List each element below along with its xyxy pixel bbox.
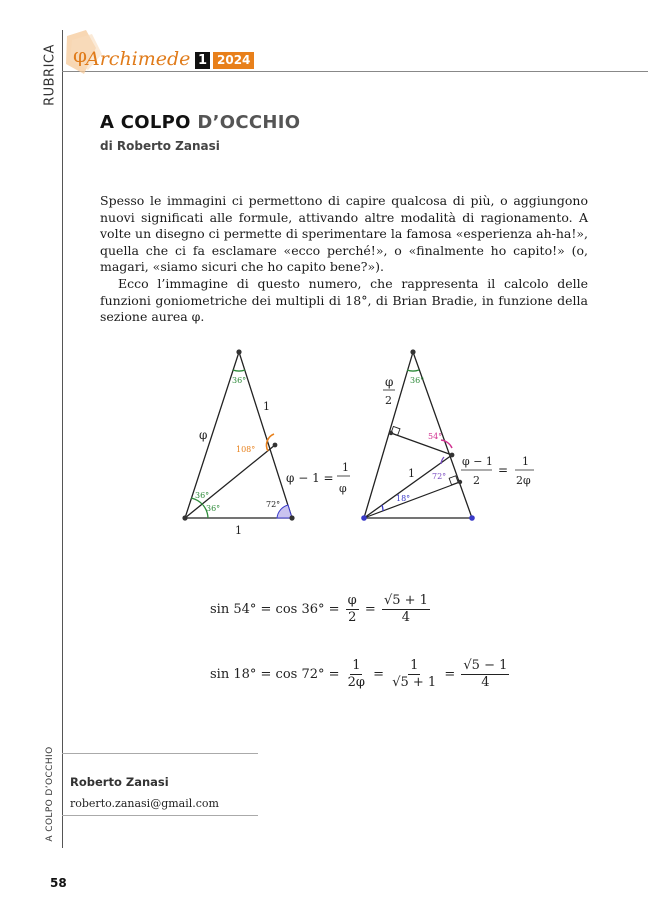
angle-label: 54° <box>428 432 443 441</box>
svg-text:φ: φ <box>339 482 347 495</box>
angle-label: 36° <box>206 504 221 513</box>
side-label: 1 <box>263 400 270 413</box>
svg-text:φ − 1 =: φ − 1 = <box>286 471 334 485</box>
side-running-title: A COLPO D’OCCHIO <box>45 746 55 842</box>
header-rule <box>62 71 648 72</box>
footer-author-name: Roberto Zanasi <box>70 775 169 789</box>
angle-label: 36° <box>410 376 425 385</box>
side-label: 1 <box>235 524 242 537</box>
issue-year: 2024 <box>213 52 254 69</box>
formula-sin54: sin 54° = cos 36° = $\frac{\varphi}{2}$ = $\frac{√5 + 1}{4}$ <box>210 593 428 625</box>
magazine-name: Archimede <box>86 48 191 70</box>
article-title <box>100 112 300 133</box>
angle-label: 36° <box>232 376 247 385</box>
angle-label: 108° <box>236 445 256 454</box>
section-label: RUBRICA <box>42 44 58 106</box>
title-part-1: A COLPO <box>100 112 191 133</box>
footer-divider <box>62 815 258 816</box>
formula-sin18: sin 18° = cos 72° = $\frac{1}{2\varphi}$ = $\frac{1}{√5 + 1}$ = $\frac{√5 - 1}{4}$ <box>210 658 508 690</box>
side-label: φ <box>199 428 208 442</box>
article-byline: di Roberto Zanasi <box>100 139 220 153</box>
issue-number: 1 <box>195 52 210 69</box>
right-triangle <box>361 349 534 520</box>
center-equation <box>286 461 350 495</box>
side-label: φ <box>385 375 394 389</box>
title-part-2: D’OCCHIO <box>197 112 301 133</box>
margin-rule <box>62 30 63 848</box>
paragraph-1: Spesso le immagini ci permettono di capire qualcosa di più, o aggiungono nuovi significati alle formule, attivando altre modalità di ragionamento. A volte un disegno ci permette di sperimentare la famosa «esperienza ah-ha!», quella che ci fa esclamare «ecco perché!», o «finalmente ho capito!» (o, magari, «siamo sicuri che ho capito bene?»). <box>100 193 588 275</box>
page-number: 58 <box>50 876 67 890</box>
side-label: φ − 1 <box>462 455 493 468</box>
left-triangle <box>182 349 294 537</box>
golden-ratio-triangles-figure <box>150 340 570 550</box>
angle-label: 72° <box>432 472 447 481</box>
footer-author-email: roberto.zanasi@gmail.com <box>70 797 219 810</box>
svg-text:1: 1 <box>522 455 529 468</box>
svg-text:φ: φ <box>73 43 88 67</box>
svg-text:=: = <box>498 463 509 477</box>
svg-text:1: 1 <box>342 461 349 474</box>
side-label: 2 <box>473 474 480 487</box>
side-label: 2 <box>385 394 392 407</box>
angle-label: 18° <box>396 494 411 503</box>
angle-label: 72° <box>266 500 281 509</box>
footer-divider <box>62 753 258 754</box>
side-label: 1 <box>408 467 415 480</box>
paragraph-2: Ecco l’immagine di questo numero, che rappresenta il calcolo delle funzioni goniometriche dei multipli di 18°, di Brian Bradie, in funzione della sezione aurea φ. <box>100 275 588 325</box>
angle-label: 36° <box>195 491 210 500</box>
article-body <box>100 193 588 326</box>
svg-text:2φ: 2φ <box>516 474 531 487</box>
